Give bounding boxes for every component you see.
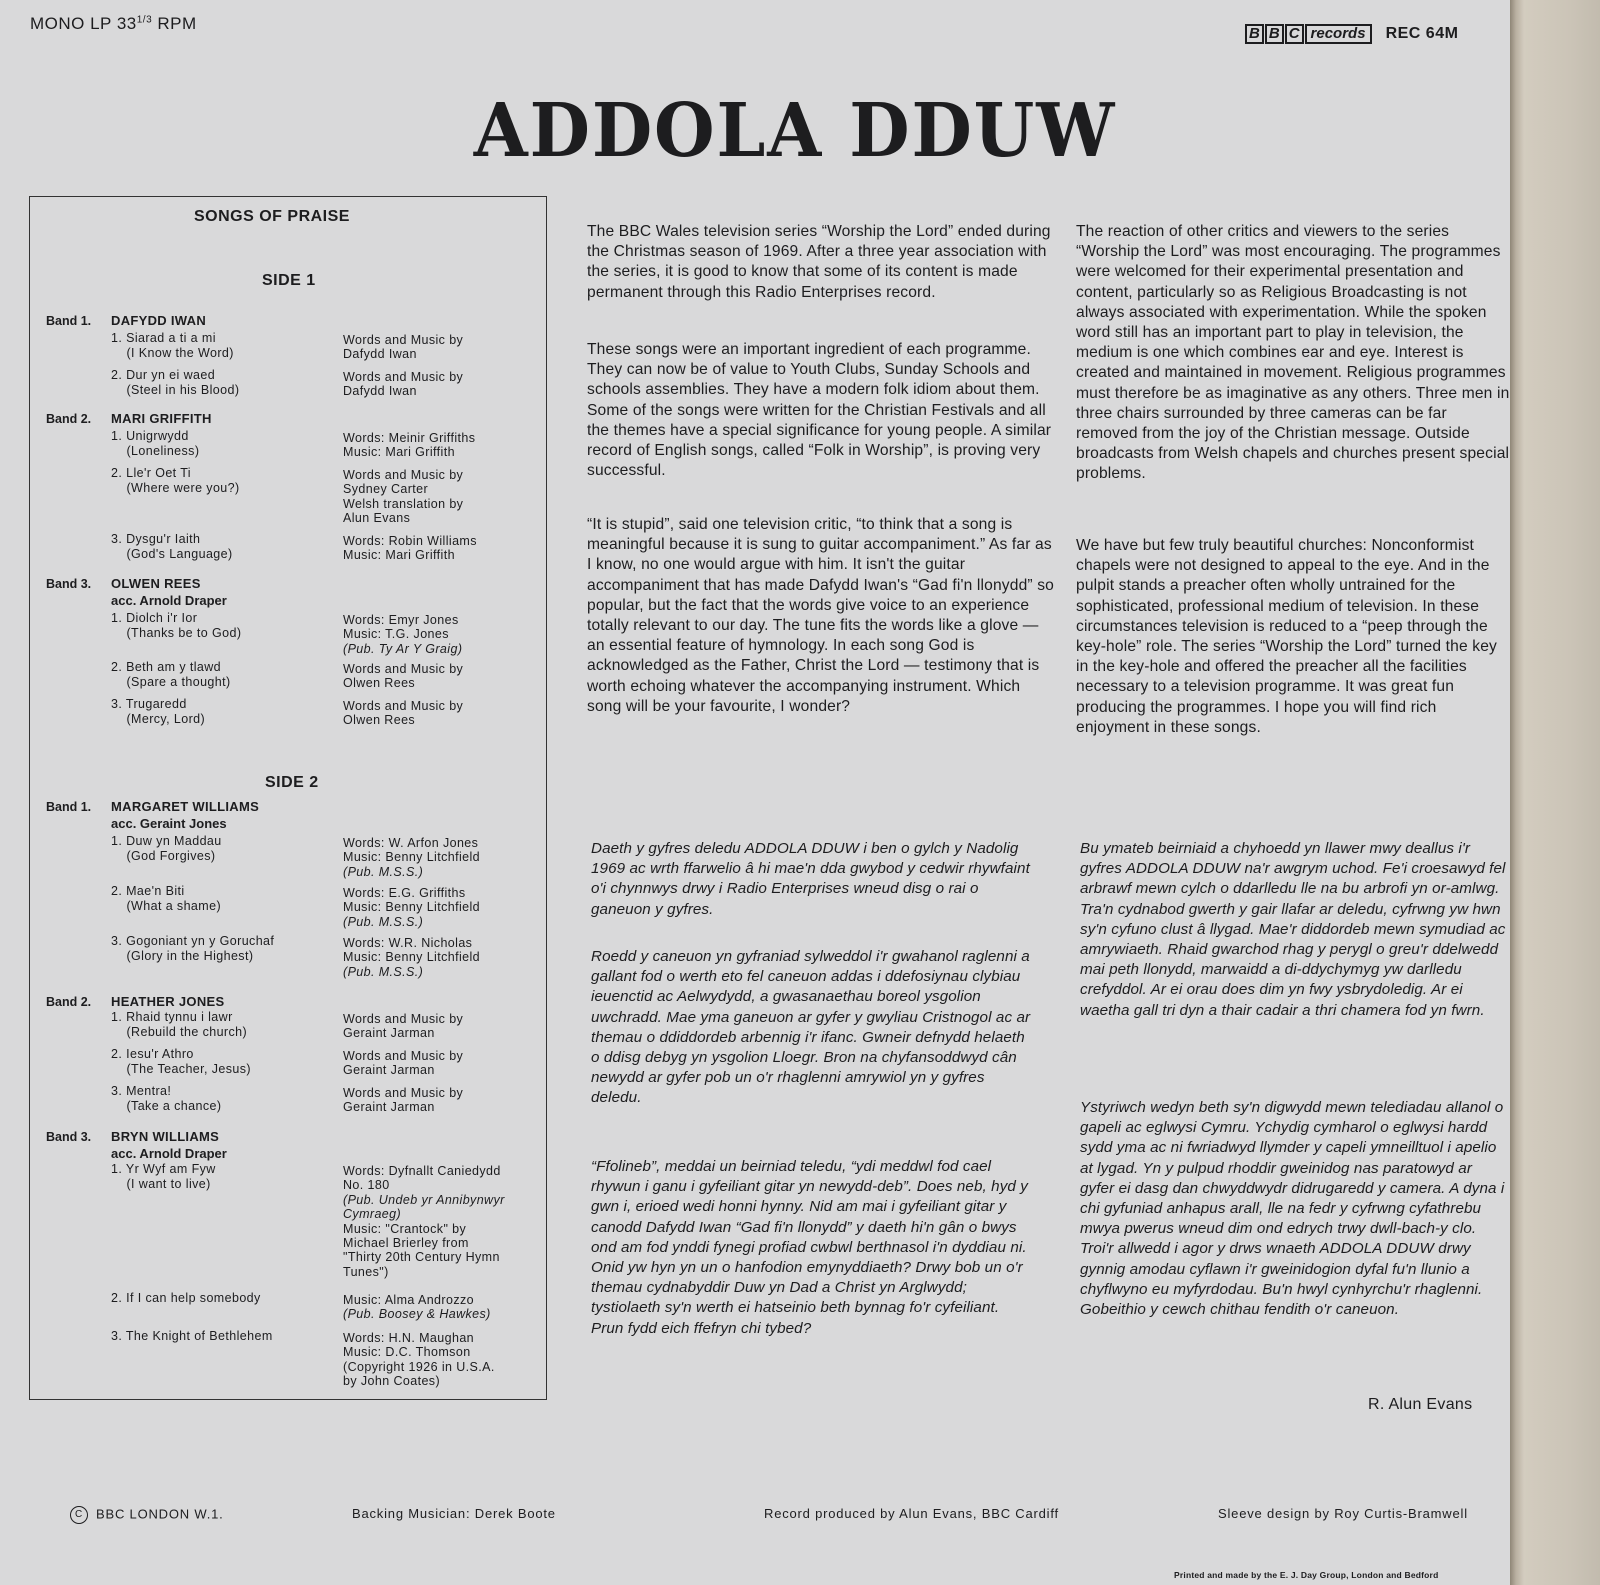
credit-line: Words and Music by [343, 1086, 464, 1100]
band-label: Band 3. [46, 577, 92, 591]
credit-line: Sydney Carter [343, 482, 429, 497]
song-title: 1. Rhaid tynnu i lawr (Rebuild the church) [111, 1010, 248, 1039]
credit-line: Words and Music by [343, 1049, 464, 1063]
song-title: 1. Yr Wyf am Fyw (I want to live) [111, 1162, 216, 1191]
credit-line: Music: Benny Litchfield [343, 850, 481, 865]
notes-welsh-col1-p3: “Ffolineb”, meddai un beirniad teledu, “ydi meddwl fod cael rhywun i ganu i gyfeiliant gitar yn newydd-deb”. Does neb, hyd y gwn i, erioed wedi honni hynny. Nid am mai i gyfeiliant gitar y canodd Dafydd Iwan “Gad fi'n llonydd” y daeth hi'n gân o bwys ond am fod ynddi fynegi profiad cwbwl berthnasol i'n dyddiau ni. Onid yw hyn yn un o hanfodion emynyddiaeth? Drwy bob un o'r themau cydnabyddir Duw yn Dad a Christ yn Arglwydd; tystiolaeth sy'n werth ei hatseinio beth bynnag fo'r cyfeiliant. Prun fydd eich ffefryn chi tybed? [591, 1158, 1028, 1337]
credit-line: Music: T.G. Jones [343, 627, 449, 642]
song-title: 2. Dur yn ei waed (Steel in his Blood) [111, 368, 240, 397]
publisher-line: (Pub. M.S.S.) [343, 914, 424, 929]
copyright-icon: C [70, 1506, 88, 1524]
accompanist: acc. Arnold Draper [111, 1146, 227, 1161]
credit-line: Music: Benny Litchfield [343, 950, 481, 965]
credit-line: Words: W. Arfon Jones [343, 836, 479, 850]
credit-line: Words and Music by [343, 370, 464, 384]
footer-copyright [70, 1506, 224, 1524]
credit-line: Music: Mari Griffith [343, 548, 455, 563]
song-credit [343, 534, 477, 563]
credit-line: Words and Music by [343, 333, 464, 347]
credit-line: by John Coates) [343, 1374, 441, 1389]
song-credit [343, 333, 463, 362]
side-1-heading: SIDE 1 [262, 272, 316, 289]
credit-line: Alun Evans [343, 511, 411, 526]
song-credit [343, 1293, 491, 1322]
label-logo-area [1245, 24, 1458, 44]
side-2-heading: SIDE 2 [265, 774, 319, 791]
footer-producer: Record produced by Alun Evans, BBC Cardiff [764, 1506, 1059, 1521]
publisher-line: (Pub. M.S.S.) [343, 864, 424, 879]
credit-line: Dafydd Iwan [343, 384, 417, 399]
logo-letter: B [1245, 24, 1264, 44]
format-rpm: RPM [157, 14, 197, 33]
bbc-records-logo [1245, 24, 1372, 44]
notes-english-col2-p1: The reaction of other critics and viewers to the series “Worship the Lord” was most encouraging. The programmes were welcomed for their experimental presentation and content, particularly so as Religious Broadcasting is not always associated with experimentation. While the spoken word still has an important part to play in television, the medium is one which combines ear and eye. Interest is created and maintained in movement. Religious programmes must therefore be as imaginative as any others. Three men in three chairs surrounded by three cameras can be far removed from the joy of the Christian message. Outside broadcasts from Welsh chapels and churches present special problems. [1076, 223, 1510, 483]
credit-line: Music: Alma Androzzo [343, 1293, 474, 1307]
credit-line: Welsh translation by [343, 496, 464, 511]
credit-line: Words and Music by [343, 699, 464, 713]
artist-name: HEATHER JONES [111, 994, 225, 1009]
notes-english-col1-p3: “It is stupid”, said one television critic, “to think that a song is meaningful because it is sung to guitar accompaniment.” As far as I know, no one would argue with him. It isn't the guitar accompaniment that has made Dafydd Iwan's “Gad fi'n llonydd” so popular, but the fact that the words give voice to an experience totally relevant to our day. The tune fits the words like a glove — an essential feature of hymnology. In each song God is acknowledged as the Father, Christ the Lord — testimony that is worth echoing whatever the accompanying instrument. Which song will be your favourite, I wonder? [587, 516, 1054, 715]
credit-line: "Thirty 20th Century Hymn [343, 1250, 500, 1265]
sleeve-spine-edge [1510, 0, 1600, 1585]
publisher-line: (Pub. Ty Ar Y Graig) [343, 641, 463, 656]
artist-name: MARI GRIFFITH [111, 411, 212, 426]
credit-line: Words: Dyfnallt Caniedydd [343, 1164, 501, 1178]
tracklist-heading: SONGS OF PRAISE [194, 208, 350, 225]
song-title: 3. Dysgu'r Iaith (God's Language) [111, 532, 233, 561]
song-title: 2. Iesu'r Athro (The Teacher, Jesus) [111, 1047, 251, 1076]
notes-welsh-col1-p1: Daeth y gyfres deledu ADDOLA DDUW i ben o gylch y Nadolig 1969 ac wrth ffarwelio â hi mae'n dda gwybod y cedwir rhywfaint o'i chynnwys drwy i Radio Enterprises wneud disg o rai o ganeuon y gyfres. [591, 840, 1030, 918]
credit-line: Words: H.N. Maughan [343, 1331, 475, 1345]
song-credit [343, 1086, 463, 1115]
signature: R. Alun Evans [1368, 1396, 1473, 1413]
album-title: ADDOLA DDUW [473, 88, 1117, 174]
credit-line: Music: Mari Griffith [343, 445, 455, 460]
accompanist: acc. Arnold Draper [111, 593, 227, 608]
song-credit [343, 1049, 463, 1078]
song-credit [343, 613, 462, 656]
credit-line: Geraint Jarman [343, 1100, 435, 1115]
credit-line: Music: Benny Litchfield [343, 900, 481, 915]
notes-english-col1-p2: These songs were an important ingredient of each programme. They can now be of value to Youth Clubs, Sunday Schools and schools assemblies. They have a modern folk idiom about them. Some of the songs were written for the Christian Festivals and all the themes have a special significance for young people. A similar record of English songs, called “Folk in Worship”, is proving very successful. [587, 341, 1052, 480]
credit-line: Words and Music by [343, 468, 464, 482]
notes-english-col1-p1: The BBC Wales television series “Worship the Lord” ended during the Christmas season of 1969. After a three year association with the series, it is good to know that some of its content is made permanent through this Radio Enterprises record. [587, 223, 1051, 301]
artist-name: DAFYDD IWAN [111, 313, 207, 328]
notes-welsh-col1-p2: Roedd y caneuon yn gyfraniad sylweddol i'r gwahanol raglenni a gallant fod o werth eto fel caneuon addas i ddefosiynau clybiau ieuenctid ac Aelwydydd, a gwasanaethau boreol ysgolion uwchradd. Mae yma ganeuon ar gyfer y gwyliau Cristnogol ac ar themau o ddiddordeb arbennig i'r ifanc. Gwneir defnydd helaeth o ddisg debyg yn ysgolion Lloegr. Bron na chyfansoddwyd cân newydd ar gyfer pob un o'r rhaglenni amrywiol yn y gyfres deledu. [591, 948, 1031, 1107]
credit-line: Words and Music by [343, 1012, 464, 1026]
band-label: Band 1. [46, 800, 92, 814]
song-title: 1. Diolch i'r Ior (Thanks be to God) [111, 611, 242, 640]
credit-line: Music: "Crantock" by [343, 1221, 467, 1236]
copyright-text: BBC LONDON W.1. [96, 1506, 224, 1522]
logo-letter: C [1285, 24, 1304, 44]
notes-welsh-col2-p1: Bu ymateb beirniaid a chyhoedd yn llawer mwy deallus i'r gyfres ADDOLA DDUW na'r awgrym uchod. Fe'i croesawyd fel arbrawf mewn cylch o ddarlledu lle na bu arbrofi yn or-amlwg. Tra'n cydnabod gwerth y gair llafar ar deledu, cyfrwng yw hwn sy'n cyfuno clust â llygad. Mae'r diddordeb mewn symudiad ac amrywiaeth. Rhaid gwarchod rhag y perygl o greu'r ddelwedd mai peth llonydd, marwaidd a di-ddychymyg yw darlledu crefyddol. Ar ei orau does dim yn fwy ysbrydoledig. Ar ei waetha gall tri dyn a thair cadair a thri chamera fod yn fwrn. [1080, 840, 1506, 1019]
song-credit [343, 662, 463, 691]
credit-line: Words: W.R. Nicholas [343, 936, 473, 950]
publisher-line: (Pub. M.S.S.) [343, 964, 424, 979]
band-label: Band 3. [46, 1130, 92, 1144]
song-credit [343, 1012, 463, 1041]
credit-line: Geraint Jarman [343, 1026, 435, 1041]
song-credit [343, 1164, 505, 1279]
song-title: 2. Beth am y tlawd (Spare a thought) [111, 660, 231, 689]
artist-name: MARGARET WILLIAMS [111, 799, 260, 814]
credit-line: Tunes") [343, 1264, 389, 1279]
song-credit [343, 836, 480, 879]
credit-line: Words: Emyr Jones [343, 613, 459, 627]
band-label: Band 2. [46, 995, 92, 1009]
song-title: 2. Mae'n Biti (What a shame) [111, 884, 222, 913]
song-title: 3. The Knight of Bethlehem [111, 1329, 273, 1343]
credit-line: Music: D.C. Thomson [343, 1345, 471, 1360]
song-credit [343, 1331, 495, 1389]
printed-by: Printed and made by the E. J. Day Group, London and Bedford [1174, 1570, 1439, 1580]
credit-line: Words: E.G. Griffiths [343, 886, 466, 900]
notes-english-col2-p2: We have but few truly beautiful churches: Nonconformist chapels were not designed to appeal to the eye. And in the pulpit stands a preacher often wholly untrained for the sophisticated, professional medium of television. In these circumstances television is reduced to a “peep through the key-hole” role. The series “Worship the Lord” turned the key in the key-hole and offered the preacher all the facilities necessary to a television programme. It was great fun producing the programmes. I hope you will find rich enjoyment in these songs. [1076, 537, 1497, 736]
song-credit [343, 431, 475, 460]
logo-word: records [1305, 24, 1372, 44]
credit-line: Words: Robin Williams [343, 534, 477, 548]
song-title: 1. Siarad a ti a mi (I Know the Word) [111, 331, 234, 360]
artist-name: BRYN WILLIAMS [111, 1129, 220, 1144]
format-text: MONO LP 33 [30, 14, 137, 33]
credit-line: Words: Meinir Griffiths [343, 431, 476, 445]
credit-line: Words and Music by [343, 662, 464, 676]
credit-line: Olwen Rees [343, 713, 416, 728]
accompanist: acc. Geraint Jones [111, 816, 227, 831]
song-credit [343, 886, 480, 929]
format-label [30, 14, 197, 34]
artist-name: OLWEN REES [111, 576, 201, 591]
song-title: 1. Unigrwydd (Loneliness) [111, 429, 200, 458]
notes-welsh-col2-p2: Ystyriwch wedyn beth sy'n digwydd mewn telediadau allanol o gapeli ac eglwysi Cymru. Ychydig cymharol o eglwysi hardd sydd yma ac ni fwriadwyd llymder y capeli ymneilltuol i apelio at lygad. Yn y pulpud rhoddir gweinidog nas paratowyd ar gyfer ei dasg dan chwyddwydr didrugaredd y camera. A dyna i chi gyfuniad anhapus arall, lle na fedr y cyfrwng cyfathrebu mwya pwerus wneud dim ond edrych trwy dwll-bach-y clo. Troi'r allwedd i agor y drws wnaeth ADDOLA DDUW drwy gynnig amodau cyflawn i'r gweinidogion dyfal fu'n llunio a chyflwyno eu myfyrdodau. Bu'n hwyl cynhyrchu'r rhaglenni. Gobeithio y cewch chithau fendith o'r caneuon. [1080, 1099, 1505, 1319]
song-credit [343, 699, 463, 728]
logo-letter: B [1265, 24, 1284, 44]
credit-line: Dafydd Iwan [343, 347, 417, 362]
song-title: 3. Mentra! (Take a chance) [111, 1084, 222, 1113]
song-title: 2. Lle'r Oet Ti (Where were you?) [111, 466, 240, 495]
song-credit [343, 370, 463, 399]
song-title: 3. Trugaredd (Mercy, Lord) [111, 697, 206, 726]
publisher-line: (Pub. Boosey & Hawkes) [343, 1307, 491, 1322]
credit-line: Cymraeg) [343, 1207, 402, 1222]
catalogue-number: REC 64M [1385, 25, 1459, 42]
credit-line: Geraint Jarman [343, 1063, 435, 1078]
credit-line: No. 180 [343, 1178, 390, 1193]
song-title: 3. Gogoniant yn y Goruchaf (Glory in the Highest) [111, 934, 275, 963]
footer-backing-musician: Backing Musician: Derek Boote [352, 1506, 556, 1521]
credit-line: (Pub. Undeb yr Annibynwyr [343, 1192, 505, 1207]
footer-sleeve-design: Sleeve design by Roy Curtis-Bramwell [1218, 1506, 1468, 1521]
song-credit [343, 468, 463, 526]
song-title: 2. If I can help somebody [111, 1291, 261, 1305]
song-title: 1. Duw yn Maddau (God Forgives) [111, 834, 222, 863]
credit-line: Olwen Rees [343, 676, 416, 691]
credit-line: (Copyright 1926 in U.S.A. [343, 1359, 495, 1374]
band-label: Band 2. [46, 412, 92, 426]
format-fraction: 1/3 [136, 14, 153, 26]
song-credit [343, 936, 480, 979]
credit-line: Michael Brierley from [343, 1236, 469, 1251]
band-label: Band 1. [46, 314, 92, 328]
